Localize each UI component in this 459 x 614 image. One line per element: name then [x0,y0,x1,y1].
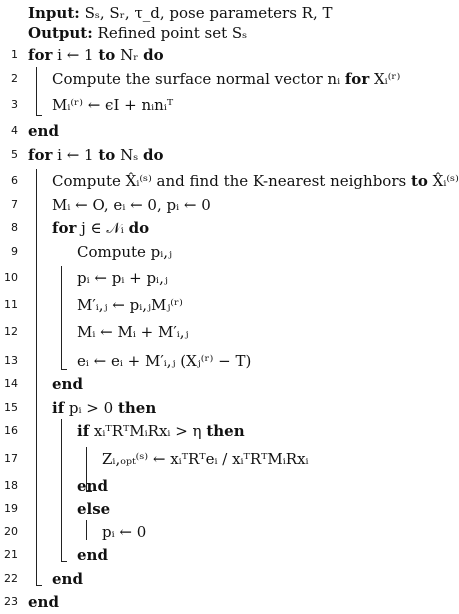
algorithm-line [0,119,452,143]
line-text: for i ← 1 to Nₛ do [28,146,164,164]
line-text: for i ← 1 to Nᵣ do [28,46,164,64]
line-text: Mᵢ ← O, eᵢ ← 0, pᵢ ← 0 [52,196,211,214]
line-text: end [77,546,108,564]
line-number: 8 [11,221,18,234]
algorithm-line [0,43,452,67]
indent-guide-tick [61,369,67,370]
input-line: Input: Sₛ, Sᵣ, τ_d, pose parameters R, T [28,4,333,22]
line-text: Compute pᵢ,ⱼ [77,243,173,261]
line-number: 4 [11,124,18,137]
indent-guide [36,67,37,115]
line-number: 3 [11,98,18,111]
line-text: pᵢ ← pᵢ + pᵢ,ⱼ [77,269,168,287]
line-number: 2 [11,72,18,85]
algorithm-line [0,543,452,567]
indent-guide [36,169,37,585]
line-text: eᵢ ← eᵢ + M′ᵢ,ⱼ (Xⱼ⁽ʳ⁾ − T) [77,352,252,370]
algorithm-line [0,372,452,396]
line-text: for j ∈ 𝒩ᵢ do [52,219,150,237]
line-text: end [77,477,108,495]
line-text: Compute X̂ᵢ⁽ˢ⁾ and find the K-nearest neighbors to X̂ᵢ⁽ˢ⁾ [52,172,459,190]
algorithm-line [0,293,452,317]
algorithm-line [0,520,452,544]
algorithm-line [0,193,452,217]
algorithm-line [0,590,452,614]
line-number: 6 [11,174,18,187]
line-text: end [52,570,83,588]
line-text: Zᵢ,ₒₚₜ⁽ˢ⁾ ← xᵢᵀRᵀeᵢ / xᵢᵀRᵀMᵢRxᵢ [102,450,309,468]
algorithm-line [0,67,452,91]
indent-guide-tick [36,585,42,586]
algorithm-line [0,419,452,443]
algorithm-line [0,447,452,471]
algorithm-line [0,143,452,167]
line-text: Mᵢ ← Mᵢ + M′ᵢ,ⱼ [77,323,189,341]
line-number: 20 [4,525,18,538]
output-line: Output: Refined point set Sₛ [28,24,248,42]
indent-guide [86,447,87,491]
line-text: Mᵢ⁽ʳ⁾ ← ϵI + nᵢnᵢᵀ [52,96,174,114]
line-number: 17 [4,452,18,465]
line-number: 12 [4,325,18,338]
algorithm-line [0,93,452,117]
algorithm-line [0,497,452,521]
indent-guide [61,266,62,369]
algorithm-line [0,320,452,344]
indent-guide-tick [61,561,67,562]
algorithm-line [0,349,452,373]
line-number: 14 [4,377,18,390]
line-number: 19 [4,502,18,515]
line-number: 10 [4,271,18,284]
line-number: 9 [11,245,18,258]
algorithm-line [0,240,452,264]
line-text: pᵢ ← 0 [102,523,147,541]
line-number: 18 [4,479,18,492]
algorithm-line [0,396,452,420]
line-number: 15 [4,401,18,414]
indent-guide [86,520,87,540]
line-number: 11 [4,298,18,311]
line-number: 13 [4,354,18,367]
algorithm-line [0,169,459,193]
line-number: 16 [4,424,18,437]
line-number: 21 [4,548,18,561]
indent-guide-tick [86,491,92,492]
algorithm-line [0,474,452,498]
line-number: 23 [4,595,18,608]
algorithm-line [0,216,452,240]
line-number: 22 [4,572,18,585]
line-number: 5 [11,148,18,161]
line-text: M′ᵢ,ⱼ ← pᵢ,ⱼMⱼ⁽ʳ⁾ [77,296,183,314]
indent-guide [61,419,62,561]
line-text: end [28,122,59,140]
algorithm-line [0,567,452,591]
line-text: if pᵢ > 0 then [52,399,157,417]
line-text: end [28,593,59,611]
line-number: 7 [11,198,18,211]
line-text: Compute the surface normal vector nᵢ for Xᵢ⁽ʳ⁾ [52,70,401,88]
line-text: end [52,375,83,393]
algorithm-line [0,266,452,290]
line-text: if xᵢᵀRᵀMᵢRxᵢ > η then [77,422,245,440]
indent-guide-tick [36,115,42,116]
line-text: else [77,500,111,518]
line-number: 1 [11,48,18,61]
